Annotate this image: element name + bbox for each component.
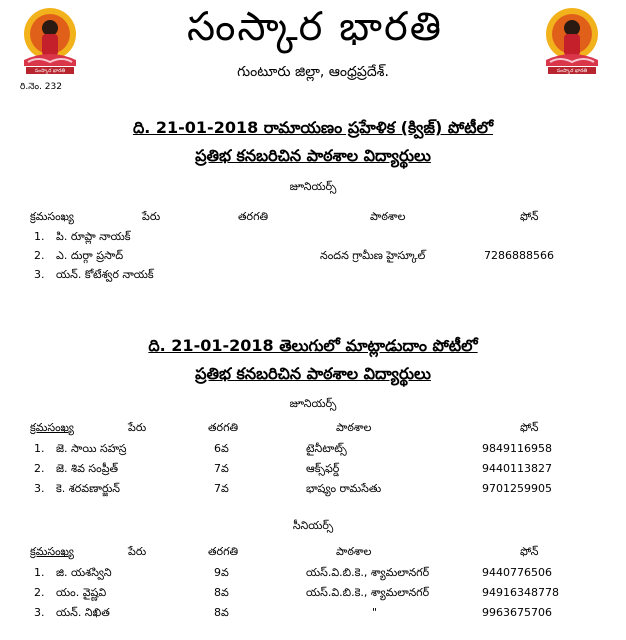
col-header-name: పేరు xyxy=(128,421,147,434)
section2-heading-line1: ది. 21-01-2018 తెలుగులో మాట్లాడుదాం పోటీలో xyxy=(148,336,478,355)
row-number: 3. xyxy=(34,268,45,281)
phone-number: 9701259905 xyxy=(482,482,552,495)
row-number: 1. xyxy=(34,442,45,455)
col-header-school: పాఠశాల xyxy=(336,545,372,558)
col-header-phone: ఫోన్ xyxy=(520,421,539,434)
section1-heading-line1: ది. 21-01-2018 రామాయణం ప్రహేళిక (క్విజ్) పోటీలో xyxy=(132,118,494,137)
registration-number: రి.నెం. 232 xyxy=(20,82,62,92)
col-header-class: తరగతి xyxy=(208,421,239,434)
row-number: 2. xyxy=(34,462,45,475)
school-name: టైనీటాట్స్ xyxy=(306,442,347,455)
student-class: 6వ xyxy=(214,442,229,455)
phone-number: 9849116958 xyxy=(482,442,552,455)
student-name: యన్. కోటేశ్వర నాయక్ xyxy=(56,268,154,281)
col-header-school: పాఠశాల xyxy=(336,421,372,434)
col-header-phone: ఫోన్ xyxy=(520,545,539,558)
row-number: 3. xyxy=(34,482,45,495)
student-name: యం. వైష్ణవి xyxy=(56,586,107,599)
logo-caption: సంస్కార భారతి xyxy=(34,68,66,74)
col-header-name: పేరు xyxy=(128,545,147,558)
row-number: 1. xyxy=(34,566,45,579)
organization-address: గుంటూరు జిల్లా, ఆంధ్రప్రదేశ్. xyxy=(237,64,389,80)
row-number: 3. xyxy=(34,606,45,619)
phone-number: 9440113827 xyxy=(482,462,552,475)
student-name: జె. శివ సంప్రీత్ xyxy=(56,462,119,475)
col-header-class: తరగతి xyxy=(238,210,269,223)
student-name: యన్. నిఖిత xyxy=(56,606,110,619)
school-name: ఆక్స్‌ఫర్డ్ xyxy=(306,462,340,475)
logo-caption: సంస్కార భారతి xyxy=(556,68,588,74)
phone-number: 7286888566 xyxy=(484,249,554,262)
organization-title: సంస్కార భారతి xyxy=(187,4,443,50)
student-name: ఎ. దుర్గా ప్రసాద్ xyxy=(56,249,124,262)
student-name: పి. రూప్లా నాయక్ xyxy=(56,230,131,243)
row-number: 2. xyxy=(34,249,45,262)
school-name: యస్.వి.బి.కె., శ్యామలానగర్ xyxy=(306,566,430,579)
school-name: నందన గ్రామీణ హైస్కూల్ xyxy=(320,249,426,262)
phone-number: 9963675706 xyxy=(482,606,552,619)
school-name: భాష్యం రామసేతు xyxy=(306,482,382,495)
student-name: కె. శరవణార్జున్ xyxy=(56,482,120,495)
col-header-school: పాఠశాల xyxy=(370,210,406,223)
school-name: " xyxy=(372,606,378,619)
juniors-group-label: జూనియర్స్ xyxy=(289,397,337,410)
school-name: యస్.వి.బి.కె., శ్యామలానగర్ xyxy=(306,586,430,599)
student-class: 7వ xyxy=(214,462,229,475)
phone-number: 9440776506 xyxy=(482,566,552,579)
section1-group-label: జూనియర్స్ xyxy=(289,180,337,193)
section1-heading-line2: ప్రతిభ కనబరిచిన పాఠశాల విద్యార్థులు xyxy=(195,146,431,165)
col-header-serial: క్రమసంఖ్య xyxy=(30,210,74,223)
seniors-group-label: సీనియర్స్ xyxy=(292,519,334,532)
student-name: జె. సాయి సహస్ర xyxy=(56,442,127,455)
col-header-serial: క్రమసంఖ్య xyxy=(30,545,74,558)
col-header-name: పేరు xyxy=(142,210,161,223)
student-name: జి. యశస్విని xyxy=(56,566,112,579)
student-class: 8వ xyxy=(214,586,229,599)
student-class: 8వ xyxy=(214,606,229,619)
row-number: 2. xyxy=(34,586,45,599)
col-header-class: తరగతి xyxy=(208,545,239,558)
section2-heading-line2: ప్రతిభ కనబరిచిన పాఠశాల విద్యార్థులు xyxy=(195,364,431,383)
student-class: 7వ xyxy=(214,482,229,495)
phone-number: 94916348778 xyxy=(482,586,559,599)
col-header-phone: ఫోన్ xyxy=(520,210,539,223)
col-header-serial: క్రమసంఖ్య xyxy=(30,421,74,434)
row-number: 1. xyxy=(34,230,45,243)
student-class: 9వ xyxy=(214,566,229,579)
